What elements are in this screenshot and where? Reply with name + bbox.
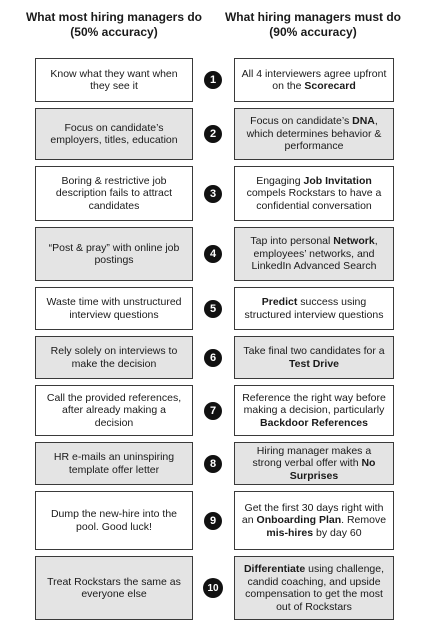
common-practice-box-4 — [35, 227, 193, 281]
text-segment: Treat Rockstars the same as everyone else — [47, 575, 181, 600]
text-segment: Boring & restrictive job description fails to attract candidates — [55, 174, 173, 212]
text-segment: , employees’ networks, and LinkedIn Advanced Search — [251, 235, 378, 273]
best-practice-text — [241, 235, 387, 273]
left-column-header — [14, 10, 214, 40]
best-practice-box-4 — [234, 227, 394, 281]
common-practice-box-9 — [35, 491, 193, 550]
text-segment: Call the provided references, after already making a decision — [46, 391, 182, 429]
common-practice-box-7 — [35, 385, 193, 436]
left-header-title: What most hiring managers do — [25, 10, 202, 24]
key-term: DNA — [352, 115, 375, 128]
best-practice-box-6 — [234, 336, 394, 379]
key-term: Scorecard — [304, 80, 356, 92]
best-practice-box-1 — [234, 58, 394, 102]
right-header-title: What hiring managers must do — [224, 10, 401, 24]
text-segment: “Post & pray” with online job postings — [48, 241, 180, 266]
step-number-badge: 7 — [204, 402, 222, 420]
left-header-accuracy: (50% accuracy) — [70, 25, 158, 39]
step-number-badge: 1 — [204, 71, 222, 89]
best-practice-box-9 — [234, 491, 394, 550]
text-segment: Reference the right way before making a decision, particularly — [242, 391, 386, 417]
text-segment: Know what they want when they see it — [50, 67, 178, 92]
key-term: mis-hires — [266, 526, 314, 539]
key-term: Onboarding Plan — [256, 514, 342, 527]
key-term: Network — [333, 235, 375, 248]
best-practice-box-10 — [234, 556, 394, 620]
step-number-badge: 10 — [203, 578, 223, 598]
best-practice-text — [241, 68, 387, 93]
step-number-badge: 4 — [204, 245, 222, 263]
text-segment: . Remove — [341, 514, 387, 527]
common-practice-text — [42, 508, 186, 533]
text-segment: Dump the new-hire into the pool. Good luck! — [50, 508, 178, 533]
common-practice-text — [42, 451, 186, 476]
key-term: Backdoor References — [260, 416, 368, 429]
text-segment: Tap into personal — [250, 235, 334, 248]
text-segment: compels Rockstars to have a confidential conversation — [246, 187, 382, 212]
key-term: Differentiate — [243, 563, 306, 575]
text-segment: HR e-mails an uninspiring template offer letter — [53, 451, 175, 476]
step-number-badge: 3 — [204, 185, 222, 203]
step-number-badge: 5 — [204, 300, 222, 318]
text-segment: All 4 interviewers agree upfront on the — [241, 67, 387, 92]
common-practice-text — [42, 175, 186, 213]
key-term: Predict — [261, 296, 298, 308]
common-practice-text — [42, 296, 186, 321]
common-practice-text — [42, 345, 186, 370]
right-header-accuracy: (90% accuracy) — [269, 25, 357, 39]
best-practice-text — [241, 445, 387, 483]
text-segment: Get the first 30 days right with an — [241, 501, 384, 527]
common-practice-text — [42, 576, 186, 601]
text-segment: Waste time with unstructured interview questions — [46, 296, 182, 321]
text-segment: success using structured interview questions — [244, 296, 384, 321]
common-practice-box-10 — [35, 556, 193, 620]
text-segment: , which determines behavior & performance — [246, 115, 382, 153]
common-practice-box-5 — [35, 287, 193, 330]
step-number-badge: 2 — [204, 125, 222, 143]
best-practice-box-8 — [234, 442, 394, 485]
step-number-badge: 6 — [204, 349, 222, 367]
text-segment: Focus on candidate’s — [250, 115, 353, 128]
common-practice-box-1 — [35, 58, 193, 102]
key-term: No Surprises — [289, 457, 376, 482]
common-practice-box-3 — [35, 166, 193, 221]
best-practice-text — [241, 345, 387, 370]
common-practice-box-8 — [35, 442, 193, 485]
best-practice-box-7 — [234, 385, 394, 436]
best-practice-text — [241, 296, 387, 321]
best-practice-text — [241, 502, 387, 540]
text-segment: using challenge, candid coaching, and upside compensation to get the most out of Rockstars — [245, 563, 385, 613]
text-segment: by day 60 — [313, 526, 362, 539]
text-segment: Focus on candidate’s employers, titles, education — [50, 121, 178, 146]
common-practice-box-6 — [35, 336, 193, 379]
right-column-header — [213, 10, 413, 40]
best-practice-text — [241, 563, 387, 613]
text-segment: Take final two candidates for a — [243, 345, 385, 357]
text-segment: Hiring manager makes a strong verbal offer with — [252, 444, 372, 470]
common-practice-text — [42, 68, 186, 93]
best-practice-box-5 — [234, 287, 394, 330]
common-practice-text — [42, 392, 186, 430]
text-segment: Engaging — [256, 174, 304, 187]
key-term: Job Invitation — [303, 174, 372, 187]
common-practice-box-2 — [35, 108, 193, 160]
best-practice-box-2 — [234, 108, 394, 160]
step-number-badge: 8 — [204, 455, 222, 473]
common-practice-text — [42, 122, 186, 147]
text-segment: Rely solely on interviews to make the decision — [50, 345, 178, 370]
key-term: Test Drive — [289, 357, 339, 370]
best-practice-text — [241, 175, 387, 213]
step-number-badge: 9 — [204, 512, 222, 530]
common-practice-text — [42, 242, 186, 267]
best-practice-text — [241, 115, 387, 153]
best-practice-text — [241, 392, 387, 430]
best-practice-box-3 — [234, 166, 394, 221]
